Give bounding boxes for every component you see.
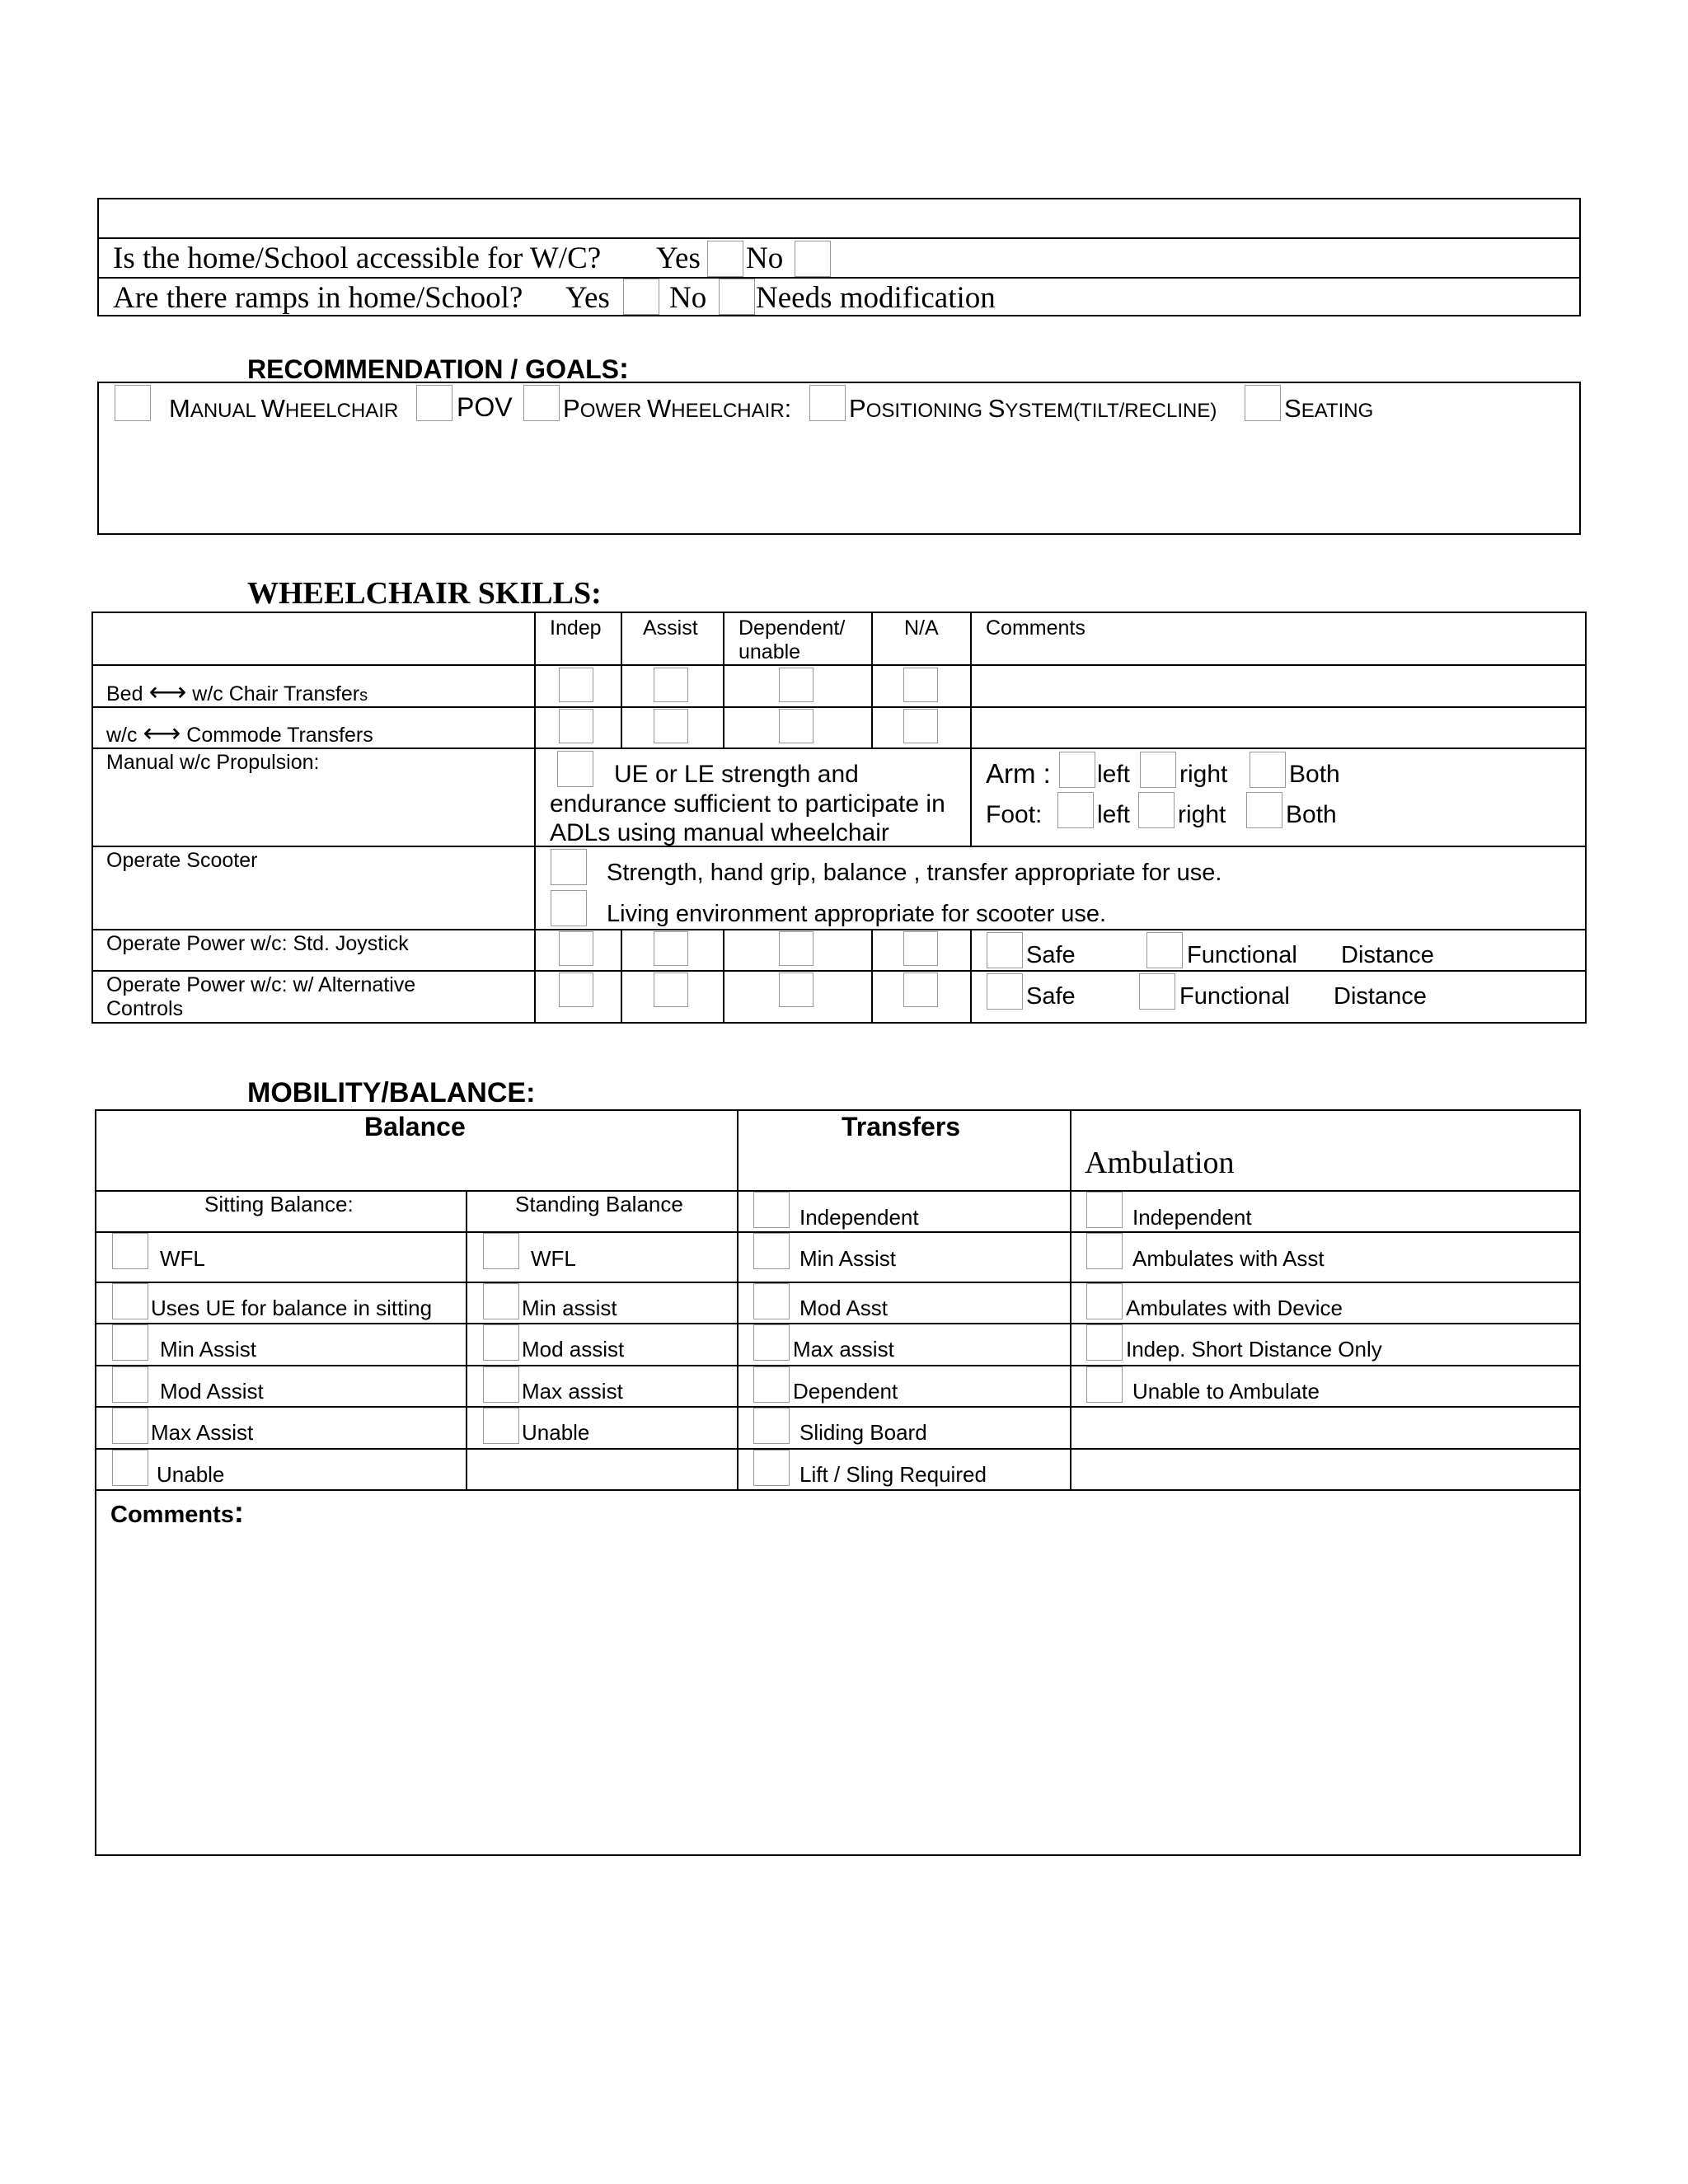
manual-strength-checkbox[interactable] [557,751,593,787]
divider [95,1406,1581,1408]
column-header-dependent: Dependent/ [738,616,846,640]
scooter-strength-checkbox[interactable] [551,849,587,885]
arm-right-checkbox[interactable] [1140,752,1176,788]
divider [970,929,972,1024]
positioning-system-checkbox[interactable] [809,385,846,421]
row-label-commode-transfers: w/c ⟷ Commode Transfers [106,718,373,748]
divider [91,929,1587,930]
transfers-mod-asst-checkbox[interactable] [753,1283,790,1319]
no-label: No [669,281,707,315]
arm-both-label: Both [1289,761,1340,788]
power-wheelchair-label: POWER WHEELCHAIR: [563,394,792,423]
column-header-indep: Indep [550,616,602,640]
scooter-note-2: Living environment appropriate for scooter use. [607,901,1107,927]
column-header-assist: Assist [643,616,698,640]
divider [466,1190,467,1489]
sitting-option: Uses UE for balance in sitting [151,1296,433,1320]
seating-label: SEATING [1284,394,1374,423]
manual-wheelchair-checkbox[interactable] [115,385,151,421]
ambulation-short-distance-checkbox[interactable] [1086,1324,1123,1361]
transfers-independent-checkbox[interactable] [753,1192,790,1228]
standing-max-assist-checkbox[interactable] [483,1366,519,1403]
divider [970,612,972,846]
pov-checkbox[interactable] [416,385,452,421]
commode-na-checkbox[interactable] [903,709,938,743]
bed-assist-checkbox[interactable] [654,668,688,702]
sitting-option: Unable [157,1462,225,1487]
bed-indep-checkbox[interactable] [559,668,593,702]
no-label: No [746,241,784,275]
ambulation-option: Ambulates with Device [1126,1296,1343,1320]
safe-label: Safe [1026,942,1076,968]
transfers-min-assist-checkbox[interactable] [753,1233,790,1269]
divider [723,929,724,1024]
standing-option: Max assist [522,1379,623,1404]
joystick-indep-checkbox[interactable] [559,931,593,966]
row-label-alternative-controls: Operate Power w/c: w/ Alternative [106,973,416,996]
ambulation-option: Ambulates with Asst [1132,1246,1325,1271]
arm-left-label: left [1097,761,1131,788]
divider [95,1489,1581,1491]
foot-left-checkbox[interactable] [1057,792,1094,828]
sitting-option: WFL [160,1246,205,1271]
sitting-wfl-checkbox[interactable] [112,1233,148,1269]
divider [97,277,1581,279]
divider [871,612,873,748]
manual-wheelchair-label: MANUAL WHEELCHAIR [169,394,399,423]
scooter-environment-checkbox[interactable] [551,890,587,926]
ambulation-independent-checkbox[interactable] [1086,1192,1123,1228]
ambulation-header: Ambulation [1085,1146,1235,1180]
commode-assist-checkbox[interactable] [654,709,688,743]
transfers-max-assist-checkbox[interactable] [753,1324,790,1361]
row-label-manual-propulsion: Manual w/c Propulsion: [106,751,320,774]
arm-right-label: right [1179,761,1228,788]
divider [95,1365,1581,1366]
positioning-system-label: POSITIONING SYSTEM(TILT/RECLINE) [849,394,1217,423]
foot-right-label: right [1178,801,1226,828]
ambulation-option: Unable to Ambulate [1132,1379,1320,1404]
alt-na-checkbox[interactable] [903,972,938,1007]
joystick-functional-checkbox[interactable] [1146,932,1183,968]
arm-both-checkbox[interactable] [1250,752,1286,788]
alt-assist-checkbox[interactable] [654,972,688,1007]
sitting-uses-ue-checkbox[interactable] [112,1283,148,1319]
sitting-max-assist-checkbox[interactable] [112,1408,148,1444]
column-header-na: N/A [904,616,939,640]
divider [95,1282,1581,1283]
alt-functional-checkbox[interactable] [1139,973,1175,1010]
ambulation-unable-checkbox[interactable] [1086,1366,1123,1403]
divider [95,1323,1581,1324]
transfers-option: Mod Asst [799,1296,888,1320]
sitting-mod-assist-checkbox[interactable] [112,1366,148,1403]
foot-left-label: left [1097,801,1131,828]
mobility-heading: MOBILITY/BALANCE: [247,1077,536,1108]
alt-indep-checkbox[interactable] [559,972,593,1007]
column-header-unable: unable [738,640,801,663]
divider [871,929,873,1024]
recommendation-heading: RECOMMENDATION / GOALS: [247,351,629,385]
balance-header: Balance [364,1112,466,1141]
arm-left-checkbox[interactable] [1059,752,1095,788]
divider [737,1109,738,1489]
divider [1070,1109,1071,1489]
row-label-bed-transfers: Bed ⟷ w/c Chair Transfers [106,677,368,706]
divider [95,1231,1581,1233]
safe-label: Safe [1026,983,1076,1010]
access-question-1: Is the home/School accessible for W/C? [113,241,602,275]
standing-option: WFL [531,1246,576,1271]
transfers-dependent-checkbox[interactable] [753,1366,790,1403]
yes-label: Yes [656,241,701,275]
standing-option: Unable [522,1420,590,1445]
divider [621,612,622,748]
sitting-option: Min Assist [160,1337,257,1361]
divider [534,612,536,1024]
sitting-unable-checkbox[interactable] [112,1450,148,1486]
row-label-alternative-controls-2: Controls [106,997,184,1020]
divider [97,237,1581,239]
divider [91,970,1587,972]
power-wheelchair-checkbox[interactable] [523,385,560,421]
row-label-operate-scooter: Operate Scooter [106,849,258,872]
transfers-sliding-board-checkbox[interactable] [753,1408,790,1444]
standing-mod-assist-checkbox[interactable] [483,1324,519,1361]
manual-note-line-2: endurance sufficient to participate in [550,790,945,818]
foot-label: Foot: [986,801,1043,828]
bed-na-checkbox[interactable] [903,668,938,702]
manual-note-line-1: UE or LE strength and [614,761,859,788]
divider [723,612,724,748]
distance-label: Distance [1334,983,1427,1010]
divider [91,664,1587,666]
yes-label: Yes [565,281,610,315]
ramps-yes-checkbox[interactable] [623,279,659,315]
bed-dependent-checkbox[interactable] [779,668,814,702]
standing-option: Min assist [522,1296,617,1320]
arm-label: Arm : [986,758,1051,789]
ambulation-option: Independent [1132,1205,1252,1230]
distance-label: Distance [1341,942,1434,968]
commode-indep-checkbox[interactable] [559,709,593,743]
row-label-std-joystick: Operate Power w/c: Std. Joystick [106,932,409,955]
divider [621,929,622,1024]
seating-checkbox[interactable] [1245,385,1281,421]
joystick-safe-checkbox[interactable] [987,932,1023,968]
scooter-note-1: Strength, hand grip, balance , transfer appropriate for use. [607,860,1222,886]
pov-label: POV [457,392,513,422]
standing-option: Mod assist [522,1337,625,1361]
transfers-option: Independent [799,1205,919,1230]
standing-min-assist-checkbox[interactable] [483,1283,519,1319]
transfers-option: Max assist [793,1337,894,1361]
sitting-option: Mod Assist [160,1379,264,1404]
column-header-comments: Comments [986,616,1085,640]
foot-both-checkbox[interactable] [1246,792,1282,828]
functional-label: Functional [1179,983,1290,1010]
standing-balance-header: Standing Balance [515,1192,683,1216]
needs-modification-label: Needs modification [756,281,996,315]
joystick-assist-checkbox[interactable] [654,931,688,966]
sitting-min-assist-checkbox[interactable] [112,1324,148,1361]
wheelchair-skills-heading: WHEELCHAIR SKILLS: [247,576,602,611]
ambulation-with-asst-checkbox[interactable] [1086,1233,1123,1269]
sitting-balance-header: Sitting Balance: [204,1192,354,1216]
ramps-no-checkbox[interactable] [719,279,755,315]
joystick-na-checkbox[interactable] [903,931,938,966]
joystick-dependent-checkbox[interactable] [779,931,814,966]
standing-unable-checkbox[interactable] [483,1408,519,1444]
transfers-option: Lift / Sling Required [799,1462,987,1487]
transfers-lift-sling-checkbox[interactable] [753,1450,790,1486]
divider [95,1448,1581,1450]
manual-note-line-3: ADLs using manual wheelchair [550,819,889,846]
transfers-option: Min Assist [799,1246,897,1271]
alt-dependent-checkbox[interactable] [779,972,814,1007]
ambulation-with-device-checkbox[interactable] [1086,1283,1123,1319]
ambulation-option: Indep. Short Distance Only [1126,1337,1382,1361]
transfers-option: Sliding Board [799,1420,927,1445]
transfers-option: Dependent [793,1379,898,1404]
transfers-header: Transfers [842,1112,961,1141]
foot-right-checkbox[interactable] [1138,792,1175,828]
functional-label: Functional [1187,942,1297,968]
standing-wfl-checkbox[interactable] [483,1233,519,1269]
alt-safe-checkbox[interactable] [987,973,1023,1010]
access-question-2: Are there ramps in home/School? [113,281,523,315]
sitting-option: Max Assist [151,1420,254,1445]
comments-field[interactable] [96,1533,1579,1854]
comments-label: Comments: [110,1495,244,1529]
access-yes-checkbox[interactable] [707,241,743,277]
commode-dependent-checkbox[interactable] [779,709,814,743]
foot-both-label: Both [1286,801,1337,828]
access-no-checkbox[interactable] [795,241,831,277]
